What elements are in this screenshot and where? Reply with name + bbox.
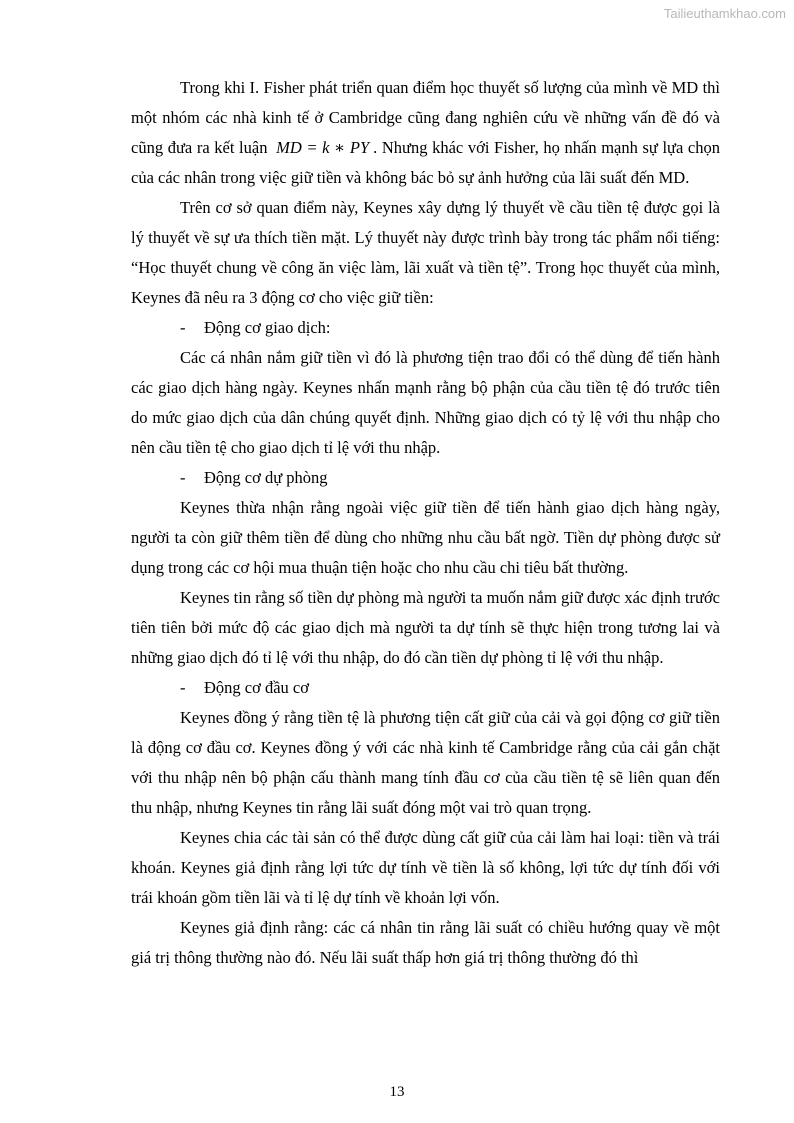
bullet-marker: - [180, 318, 186, 337]
paragraph-fisher [131, 73, 720, 193]
bullet-transaction-motive [131, 313, 720, 343]
bullet-text: Động cơ giao dịch: [204, 318, 331, 337]
watermark: Tailieuthamkhao.com [663, 6, 786, 21]
document-body [131, 73, 720, 973]
bullet-marker: - [180, 678, 186, 697]
bullet-marker: - [180, 468, 186, 487]
bullet-text: Động cơ đầu cơ [204, 678, 309, 697]
formula: MD = k ∗ PY [276, 138, 370, 157]
paragraph-speculative-1: Keynes đồng ý rằng tiền tệ là phương tiện cất giữ của cải và gọi động cơ giữ tiền là động cơ đầu cơ. Keynes đồng ý với các nhà kinh tế Cambridge rằng của cải gắn chặt với thu nhập nên bộ phận cấu thành mang tính đầu cơ của cầu tiền tệ sẽ liên quan đến thu nhập, nhưng Keynes tin rằng lãi suất đóng một vai trò quan trọng. [131, 708, 720, 817]
paragraph-text: Trong khi I. Fisher phát triển quan điểm học thuyết số lượng của mình về MD thì một nhóm các nhà kinh tế ở Cambridge cũng đang nghiên cứu về những vấn đề đó và cũng đưa ra kết luận [131, 78, 720, 157]
paragraph-speculative-2: Keynes chia các tài sản có thể được dùng cất giữ của cải làm hai loại: tiền và trái khoán. Keynes giả định rằng lợi tức dự tính về tiền là số không, lợi tức dự tính đối với trái khoán gồm tiền lãi và tỉ lệ dự tính về khoản lợi vốn. [131, 828, 720, 907]
page-number: 13 [389, 1084, 405, 1100]
paragraph-precautionary-2: Keynes tin rằng số tiền dự phòng mà người ta muốn nắm giữ được xác định trước tiên tiên bởi mức độ các giao dịch mà người ta dự tính sẽ thực hiện trong tương lai và những giao dịch đó tỉ lệ với thu nhập, do đó cần tiền dự phòng tỉ lệ với thu nhập. [131, 588, 720, 667]
paragraph-precautionary-1: Keynes thừa nhận rằng ngoài việc giữ tiền để tiến hành giao dịch hàng ngày, người ta còn giữ thêm tiền để dùng cho những nhu cầu bất ngờ. Tiền dự phòng được sử dụng trong các cơ hội mua thuận tiện hoặc cho nhu cầu chi tiêu bất thường. [131, 498, 720, 577]
paragraph-transaction: Các cá nhân nắm giữ tiền vì đó là phương tiện trao đổi có thể dùng để tiến hành các giao dịch hàng ngày. Keynes nhấn mạnh rằng bộ phận của cầu tiền tệ đó trước tiên do mức giao dịch của dân chúng quyết định. Những giao dịch có tỷ lệ với thu nhập cho nên cầu tiền tệ cho giao dịch tỉ lệ với thu nhập. [131, 348, 720, 457]
paragraph-speculative-3: Keynes giả định rằng: các cá nhân tin rằng lãi suất có chiều hướng quay về một giá trị thông thường nào đó. Nếu lãi suất thấp hơn giá trị thông thường đó thì [131, 918, 720, 967]
paragraph-text: . Nhưng khác với Fisher, họ nhấn mạnh sự lựa chọn của các nhân trong việc giữ tiền và không bác bỏ sự ảnh hưởng của lãi suất đến MD. [131, 138, 720, 187]
paragraph-keynes-theory: Trên cơ sở quan điểm này, Keynes xây dựng lý thuyết về cầu tiền tệ được gọi là lý thuyết về sự ưa thích tiền mặt. Lý thuyết này được trình bày trong tác phẩm nổi tiếng: “Học thuyết chung về công ăn việc làm, lãi xuất và tiền tệ”. Trong học thuyết của mình, Keynes đã nêu ra 3 động cơ cho việc giữ tiền: [131, 198, 720, 307]
bullet-precautionary-motive [131, 463, 720, 493]
bullet-speculative-motive [131, 673, 720, 703]
bullet-text: Động cơ dự phòng [204, 468, 328, 487]
